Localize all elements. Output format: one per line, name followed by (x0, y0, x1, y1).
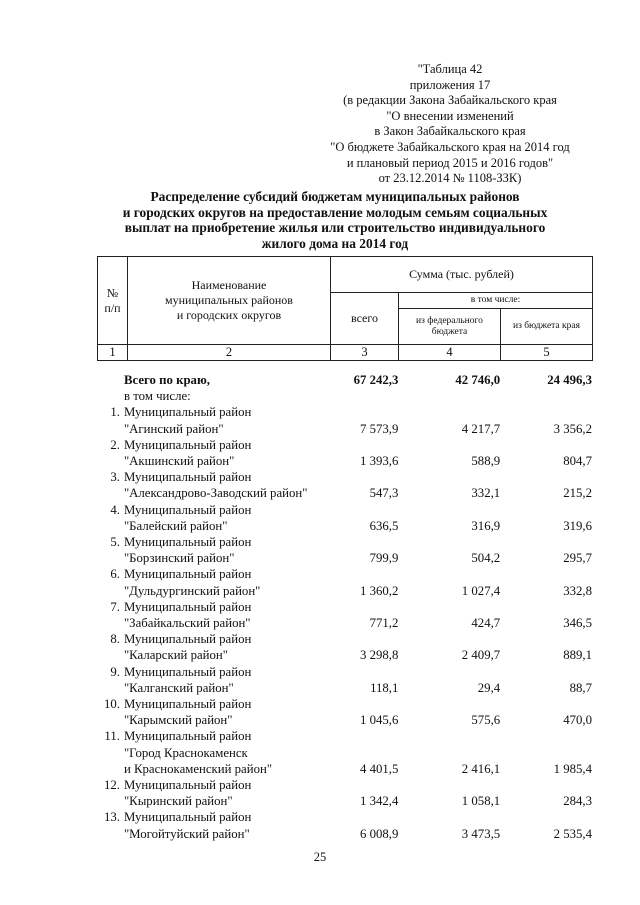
district-name-line: Муниципальный район (123, 437, 252, 452)
district-name (124, 502, 329, 534)
sum-total: 3 298,8 (360, 648, 399, 663)
total-label: Всего по краю, (123, 373, 210, 387)
header-line: в Закон Забайкальского края (374, 124, 526, 139)
district-name-line: "Карымский район" (123, 713, 233, 728)
district-name-line: "Каларский район" (123, 648, 228, 663)
total-regional: 24 496,3 (547, 373, 592, 387)
district-name-line: Муниципальный район (123, 729, 252, 744)
title-line: выплат на приобретение жилья или строительство индивидуального (124, 220, 546, 236)
sum-federal: 588,9 (471, 454, 501, 468)
district-name-line: и Краснокаменский район" (123, 761, 273, 776)
district-name-line: "Балейский район" (123, 518, 228, 533)
sum-federal: 575,6 (471, 713, 501, 728)
table-row (97, 809, 592, 841)
column-header-regional: из бюджета края (501, 309, 593, 345)
district-name-line: "Дульдургинский район" (123, 583, 261, 598)
column-number: 3 (331, 345, 399, 361)
district-name (124, 534, 329, 566)
district-name (124, 437, 329, 469)
title-line: Распределение субсидий бюджетам муниципальных районов (150, 189, 520, 204)
row-number: 11. (104, 729, 120, 744)
including-row (97, 388, 592, 404)
sum-federal: 504,2 (471, 551, 501, 566)
table-row (97, 664, 592, 696)
including-label: в том числе: (124, 389, 191, 404)
district-name-line: Муниципальный район (123, 599, 252, 614)
district-name-line: "Александрово-Заводский район" (123, 486, 308, 501)
sum-total: 547,3 (369, 486, 399, 501)
sum-total: 771,2 (369, 616, 399, 631)
sum-regional: 215,2 (563, 486, 592, 501)
table-row (97, 728, 592, 777)
table-row (97, 777, 592, 809)
column-header-federal: из федерального бюджета (399, 309, 501, 345)
header-line: "О бюджете Забайкальского края на 2014 год (330, 139, 570, 154)
column-number: 2 (128, 345, 331, 361)
total-sum: 67 242,3 (353, 373, 399, 387)
district-name-line: Муниципальный район (123, 502, 252, 517)
sum-total: 1 045,6 (360, 713, 399, 728)
row-number: 9. (110, 664, 120, 679)
row-number: 6. (110, 567, 120, 582)
sum-regional: 1 985,4 (553, 761, 592, 776)
district-name (124, 404, 329, 436)
district-name-line: "Могойтуйский район" (123, 826, 250, 841)
header-line: "Таблица 42 (417, 62, 483, 76)
table-row (97, 469, 592, 501)
table-row (97, 599, 592, 631)
title-line: и городских округов на предоставление молодым семьям социальных (122, 204, 548, 220)
sum-federal: 332,1 (471, 486, 501, 501)
district-name-line: "Калганский район" (123, 680, 234, 695)
district-name-line: Муниципальный район (123, 535, 252, 550)
sum-federal: 4 217,7 (461, 421, 501, 436)
sum-regional: 3 356,2 (553, 421, 592, 436)
table-reference-header (300, 62, 600, 187)
district-name-line: Муниципальный район (123, 632, 252, 647)
district-name-line: "Борзинский район" (123, 551, 235, 566)
sum-regional: 889,1 (563, 648, 592, 663)
sum-regional: 332,8 (563, 583, 592, 598)
district-name-line: Муниципальный район (123, 470, 252, 485)
sum-total: 1 360,2 (360, 583, 399, 598)
table-row (97, 404, 592, 436)
table-row (97, 631, 592, 663)
district-name-line: "Забайкальский район" (123, 616, 251, 631)
district-name-line: Муниципальный район (123, 405, 252, 420)
table-row (97, 534, 592, 566)
column-number: 5 (501, 345, 593, 361)
sum-total: 799,9 (369, 551, 399, 566)
title-line: жилого дома на 2014 год (261, 235, 409, 251)
sum-total: 7 573,9 (360, 421, 399, 436)
sum-federal: 424,7 (471, 616, 501, 631)
row-number: 1. (110, 405, 120, 420)
table-row (97, 502, 592, 534)
district-name (124, 777, 329, 809)
sum-regional: 295,7 (563, 551, 592, 566)
sum-federal: 316,9 (471, 518, 501, 533)
table-body (97, 372, 592, 842)
column-header-number: № п/п (98, 257, 128, 345)
total-row (97, 372, 592, 388)
sum-total: 1 393,6 (360, 454, 399, 468)
total-federal: 42 746,0 (455, 373, 501, 387)
sum-regional: 88,7 (569, 680, 592, 695)
document-title (95, 189, 575, 251)
sum-regional: 804,7 (563, 454, 592, 468)
row-number: 10. (103, 697, 120, 712)
sum-federal: 29,4 (477, 680, 501, 695)
district-name-line: Муниципальный район (123, 778, 252, 793)
column-number: 4 (399, 345, 501, 361)
district-name (124, 664, 329, 696)
sum-total: 636,5 (369, 518, 399, 533)
district-name-line: Муниципальный район (123, 810, 252, 825)
sum-total: 6 008,9 (360, 826, 399, 841)
row-number: 4. (110, 502, 120, 517)
table-row (97, 437, 592, 469)
column-header-including: в том числе: (399, 293, 593, 309)
header-line: (в редакции Закона Забайкальского края (343, 93, 557, 108)
column-header-total: всего (331, 293, 399, 345)
sum-federal: 2 416,1 (461, 761, 501, 776)
header-line: и плановый период 2015 и 2016 годов" (346, 155, 554, 170)
district-name (124, 566, 329, 598)
district-name-line: "Агинский район" (123, 421, 224, 436)
sum-regional: 284,3 (563, 794, 592, 809)
sum-federal: 1 058,1 (461, 794, 501, 809)
district-name (124, 728, 329, 777)
sum-federal: 3 473,5 (461, 826, 501, 841)
row-number: 13. (103, 810, 120, 825)
header-line: от 23.12.2014 № 1108-ЗЗК) (378, 171, 522, 186)
table-row (97, 566, 592, 598)
header-line: "О внесении изменений (386, 108, 514, 123)
district-name (124, 696, 329, 728)
sum-total: 4 401,5 (360, 761, 399, 776)
district-name-line: Муниципальный район (123, 567, 252, 582)
row-number: 12. (103, 778, 120, 793)
header-line: приложения 17 (409, 77, 491, 92)
table-row (97, 696, 592, 728)
row-number: 2. (110, 437, 120, 452)
sum-total: 1 342,4 (360, 794, 399, 809)
district-name (124, 599, 329, 631)
district-name-line: "Кыринский район" (123, 794, 233, 809)
district-name-line: Муниципальный район (123, 664, 252, 679)
row-number: 7. (110, 599, 120, 614)
row-number: 3. (110, 470, 120, 485)
sum-regional: 319,6 (563, 518, 592, 533)
district-name (124, 809, 329, 841)
page-number: 25 (313, 850, 327, 864)
district-name-line: "Город Краснокаменск (123, 745, 248, 760)
sum-total: 118,1 (370, 680, 399, 695)
column-header-name: Наименование муниципальных районов и городских округов (128, 257, 331, 345)
district-name (124, 631, 329, 663)
district-name-line: Муниципальный район (123, 697, 252, 712)
row-number: 5. (110, 535, 120, 550)
sum-regional: 2 535,4 (553, 826, 592, 841)
column-header-sum: Сумма (тыс. рублей) (331, 257, 593, 293)
row-number: 8. (110, 632, 120, 647)
sum-regional: 346,5 (563, 616, 592, 631)
sum-federal: 2 409,7 (461, 648, 501, 663)
district-name-line: "Акшинский район" (123, 454, 235, 469)
sum-federal: 1 027,4 (461, 583, 501, 598)
table-header (97, 256, 593, 361)
sum-regional: 470,0 (563, 713, 592, 728)
column-number: 1 (98, 345, 128, 361)
district-name (124, 469, 329, 501)
